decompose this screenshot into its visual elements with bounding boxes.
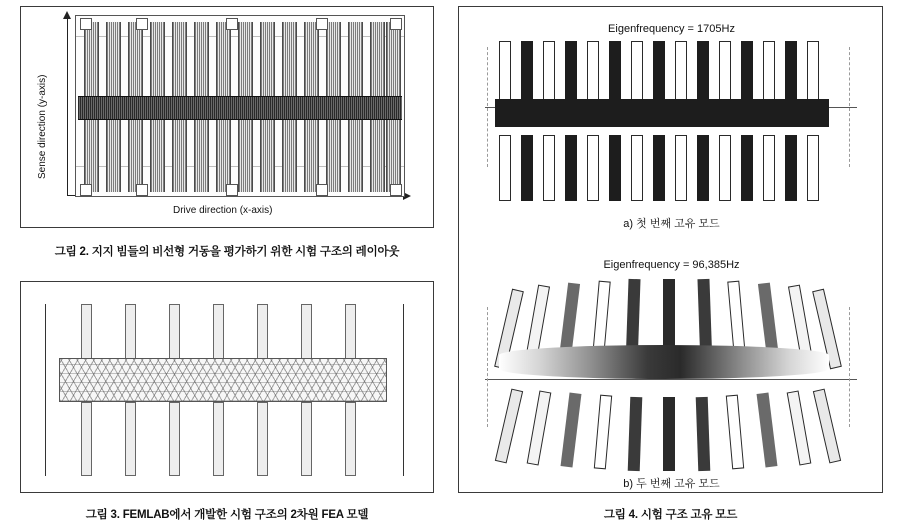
figure-4-mode-1-finger [763,41,775,107]
figure-4-mode-1-finger [763,135,775,201]
figure-3-caption: 그림 3. FEMLAB에서 개발한 시험 구조의 2차원 FEA 모델 [85,509,369,521]
figure-3-comb-finger [169,304,180,360]
figure-4-mode-1-finger [697,135,709,201]
figure-4-mode-1-finger [543,41,555,107]
figure-4-mode-1-finger [785,41,797,107]
figure-3-comb-finger [213,304,224,360]
figure-2-y-axis [67,17,68,195]
figure-4-mode-1-finger [653,135,665,201]
figure-4-mode-1-undeformed-outline [849,47,850,167]
figure-2-anchor-pad [390,184,402,196]
figure-4-mode-2-finger [787,391,812,466]
figure-4-mode-1-undeformed-outline [487,47,488,167]
figure-4-mode-1-finger [741,135,753,201]
figure-2-anchor-pad [226,18,238,30]
figure-4-mode-1-finger [785,135,797,201]
figure-4-mode-1-finger [521,135,533,201]
figure-4-mode-1-finger [697,41,709,107]
figure-4-mode-2-axis [485,379,857,380]
figure-3-comb-finger [213,402,224,476]
figure-4-mode-1-eigenfrequency-label: Eigenfrequency = 1705Hz [608,23,735,35]
figure-4-image [458,6,883,493]
figure-4-mode-2-undeformed-outline [849,307,850,427]
figure-3-comb-finger [345,304,356,360]
figure-3-comb-finger [169,402,180,476]
figure-4-caption: 그림 4. 시험 구조 고유 모드 [603,509,738,521]
figure-4-mode-1-finger [719,41,731,107]
figure-4-mode-2-finger [628,397,643,471]
figure-4-mode-2-beam [499,345,829,379]
figure-2-structure [75,15,405,197]
figure-4-mode-2-finger [757,393,778,468]
figure-4-mode-2-finger [696,397,711,471]
figure-3-comb-finger [257,304,268,360]
figure-3-comb-finger [81,402,92,476]
figure-4-mode-1-subcaption: a) 첫 번째 고유 모드 [623,218,720,230]
figure-4-mode-1-finger [521,41,533,107]
figure-2-y-axis-arrow [63,11,71,19]
figure-4-mode-1-finger [565,41,577,107]
figure-4-mode-1-finger [675,41,687,107]
figure-4-mode-2-finger [495,389,523,464]
figure-2-anchor-pad [80,18,92,30]
figure-2-x-axis-label: Drive direction (x-axis) [173,205,273,216]
figure-2-image [20,6,434,228]
figure-3-right-post [403,304,404,476]
figure-3-comb-finger [125,402,136,476]
figure-4-mode-1-finger [587,135,599,201]
figure-4-mode-1-finger [807,41,819,107]
figure-3-comb-finger [301,304,312,360]
figure-2-anchor-pad [226,184,238,196]
figure-4-mode-1-finger [543,135,555,201]
figure-3-comb-finger [345,402,356,476]
figure-3-meshed-beam [59,358,387,402]
figure-2-anchor-pad [136,18,148,30]
figure-4-mode-1-finger [499,135,511,201]
figure-4-mode-2-finger [813,389,841,464]
figure-4-mode-1-finger [675,135,687,201]
figure-4-mode-1-finger [609,41,621,107]
figure-4-mode-1-finger [807,135,819,201]
figure-3-image [20,281,434,493]
figure-4-mode-2-finger [726,395,744,470]
figure-4-mode-2-subcaption: b) 두 번째 고유 모드 [623,478,720,490]
figure-4-mode-2-finger [663,397,675,471]
figure-3-comb-finger [125,304,136,360]
figure-3-comb-finger [257,402,268,476]
figure-2-y-axis-label: Sense direction (y-axis) [37,74,48,179]
figure-4-mode-1-finger [609,135,621,201]
figure-3-left-post [45,304,46,476]
figure-4-mode-1-finger [499,41,511,107]
figure-4-mode-2-finger [561,393,582,468]
figure-2-central-beam [78,96,402,120]
figure-4-mode-1-finger [653,41,665,107]
figure-2-anchor-pad [390,18,402,30]
figure-4-mode-2-eigenfrequency-label: Eigenfrequency = 96,385Hz [603,259,740,271]
figure-4-mode-2-finger [527,391,552,466]
figure-4-mode-1-finger [565,135,577,201]
figure-2-anchor-pad [316,18,328,30]
figure-3-comb-finger [81,304,92,360]
figure-4-mode-1-finger [741,41,753,107]
figure-2-anchor-pad [80,184,92,196]
figure-3-comb-finger [301,402,312,476]
figure-4-mode-1-beam [495,99,829,127]
figure-2-anchor-pad [316,184,328,196]
figure-2-caption: 그림 2. 지지 빔들의 비선형 거동을 평가하기 위한 시험 구조의 레이아웃 [54,246,400,258]
figure-4-mode-1-finger [587,41,599,107]
figure-4-mode-2-finger [594,395,612,470]
figure-4-mode-1-finger [631,41,643,107]
figure-4-mode-2-undeformed-outline [487,307,488,427]
figure-4-mode-1-finger [631,135,643,201]
figure-2-anchor-pad [136,184,148,196]
figure-4-mode-1-finger [719,135,731,201]
